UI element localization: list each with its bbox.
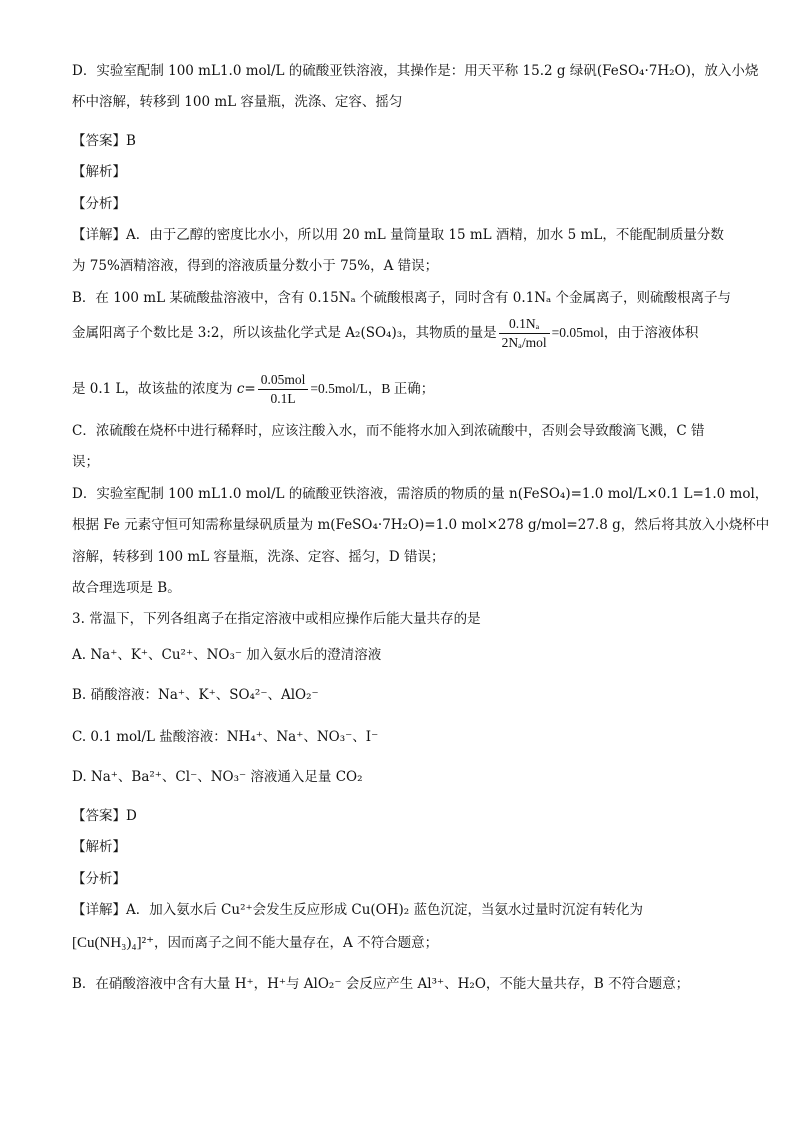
detail-b-pre: 金属阳离子个数比是 3:2，所以该盐化学式是 A₂(SO₄)₃，其物质的量是 <box>72 325 497 341</box>
answer-label: 【答案】B <box>72 133 136 149</box>
detail-d-cont2: 溶解，转移到 100 mL 容量瓶，洗涤、定容、摇匀，D 错误； <box>72 549 445 565</box>
detail-a: 【详解】A．由于乙醇的密度比水小，所以用 20 mL 量筒量取 15 mL 酒精，加水 5 mL，不能配制质量分数 <box>72 227 724 243</box>
q3-detail-a-tail: ，因而离子之间不能大量存在，A 不符合题意； <box>154 935 439 951</box>
conc-var: c= <box>236 381 256 397</box>
q3-answer-label: 【答案】D <box>72 808 137 824</box>
q3-fenxi-label: 【分析】 <box>72 871 126 887</box>
detail-c-cont: 误； <box>72 454 99 470</box>
analysis-label: 【解析】 <box>72 164 126 180</box>
q3-detail-a: 【详解】A．加入氨水后 Cu²⁺会发生反应形成 Cu(OH)₂ 蓝色沉淀，当氨水过量时沉淀有转化为 <box>72 902 643 918</box>
detail-d: D．实验室配制 100 mL1.0 mol/L 的硫酸亚铁溶液，需溶质的物质的量 n(FeSO₄)=1.0 mol/L×0.1 L=1.0 mol， <box>72 486 769 502</box>
complex-ion: [Cu(NH₃)₄]²⁺ <box>72 935 155 951</box>
moles-fraction-num: 0.1Nₐ <box>499 316 550 334</box>
moles-fraction <box>499 316 550 351</box>
q3-option-a: A. Na⁺、K⁺、Cu²⁺、NO₃⁻ 加入氨水后的澄清溶液 <box>72 647 382 663</box>
detail-c: C．浓硫酸在烧杯中进行稀释时，应该注酸入水，而不能将水加入到浓硫酸中，否则会导致酸滴飞溅，C 错 <box>72 423 705 439</box>
fenxi-label: 【分析】 <box>72 196 126 212</box>
detail-b: B．在 100 mL 某硫酸盐溶液中，含有 0.15Nₐ 个硫酸根离子，同时含有 0.1Nₐ 个金属离子，则硫酸根离子与 <box>72 290 732 306</box>
q3-option-c: C. 0.1 mol/L 盐酸溶液：NH₄⁺、Na⁺、NO₃⁻、I⁻ <box>72 729 379 745</box>
conc-fraction-den: 0.1L <box>270 391 296 406</box>
q3-detail-b: B．在硝酸溶液中含有大量 H⁺，H⁺与 AlO₂⁻ 会反应产生 Al³⁺、H₂O，不能大量共存，B 不符合题意； <box>72 976 690 992</box>
moles-fraction-den: 2Nₐ/mol <box>501 335 547 350</box>
conc-pre: 是 0.1 L，故该盐的浓度为 <box>72 381 233 397</box>
q3-option-b: B. 硝酸溶液：Na⁺、K⁺、SO₄²⁻、AlO₂⁻ <box>72 687 319 703</box>
detail-b-formula-line <box>72 316 698 351</box>
detail-d-cont1: 根据 Fe 元素守恒可知需称量绿矾质量为 m(FeSO₄·7H₂O)=1.0 mol×278 g/mol=27.8 g，然后将其放入小烧杯中 <box>72 517 770 533</box>
question-3-stem: 3. 常温下，下列各组离子在指定溶液中或相应操作后能大量共存的是 <box>72 611 481 627</box>
q3-option-d: D. Na⁺、Ba²⁺、Cl⁻、NO₃⁻ 溶液通入足量 CO₂ <box>72 769 363 785</box>
q3-detail-a-cont <box>72 934 438 952</box>
detail-a-cont: 为 75%酒精溶液，得到的溶液质量分数小于 75%，A 错误； <box>72 258 439 274</box>
option-d-text-cont: 杯中溶解，转移到 100 mL 容量瓶，洗涤、定容、摇匀 <box>72 94 403 110</box>
conc-post: =0.5mol/L，B 正确； <box>310 381 435 396</box>
detail-b-conc-line <box>72 372 434 407</box>
option-d-text: D．实验室配制 100 mL1.0 mol/L 的硫酸亚铁溶液，其操作是：用天平称 15.2 g 绿矾(FeSO₄·7H₂O)，放入小烧 <box>72 63 759 79</box>
conc-fraction <box>258 372 309 407</box>
q3-analysis-label: 【解析】 <box>72 839 126 855</box>
detail-b-post: =0.05mol，由于溶液体积 <box>551 325 699 340</box>
conclusion: 故合理选项是 B。 <box>72 580 181 596</box>
conc-fraction-num: 0.05mol <box>258 372 309 390</box>
